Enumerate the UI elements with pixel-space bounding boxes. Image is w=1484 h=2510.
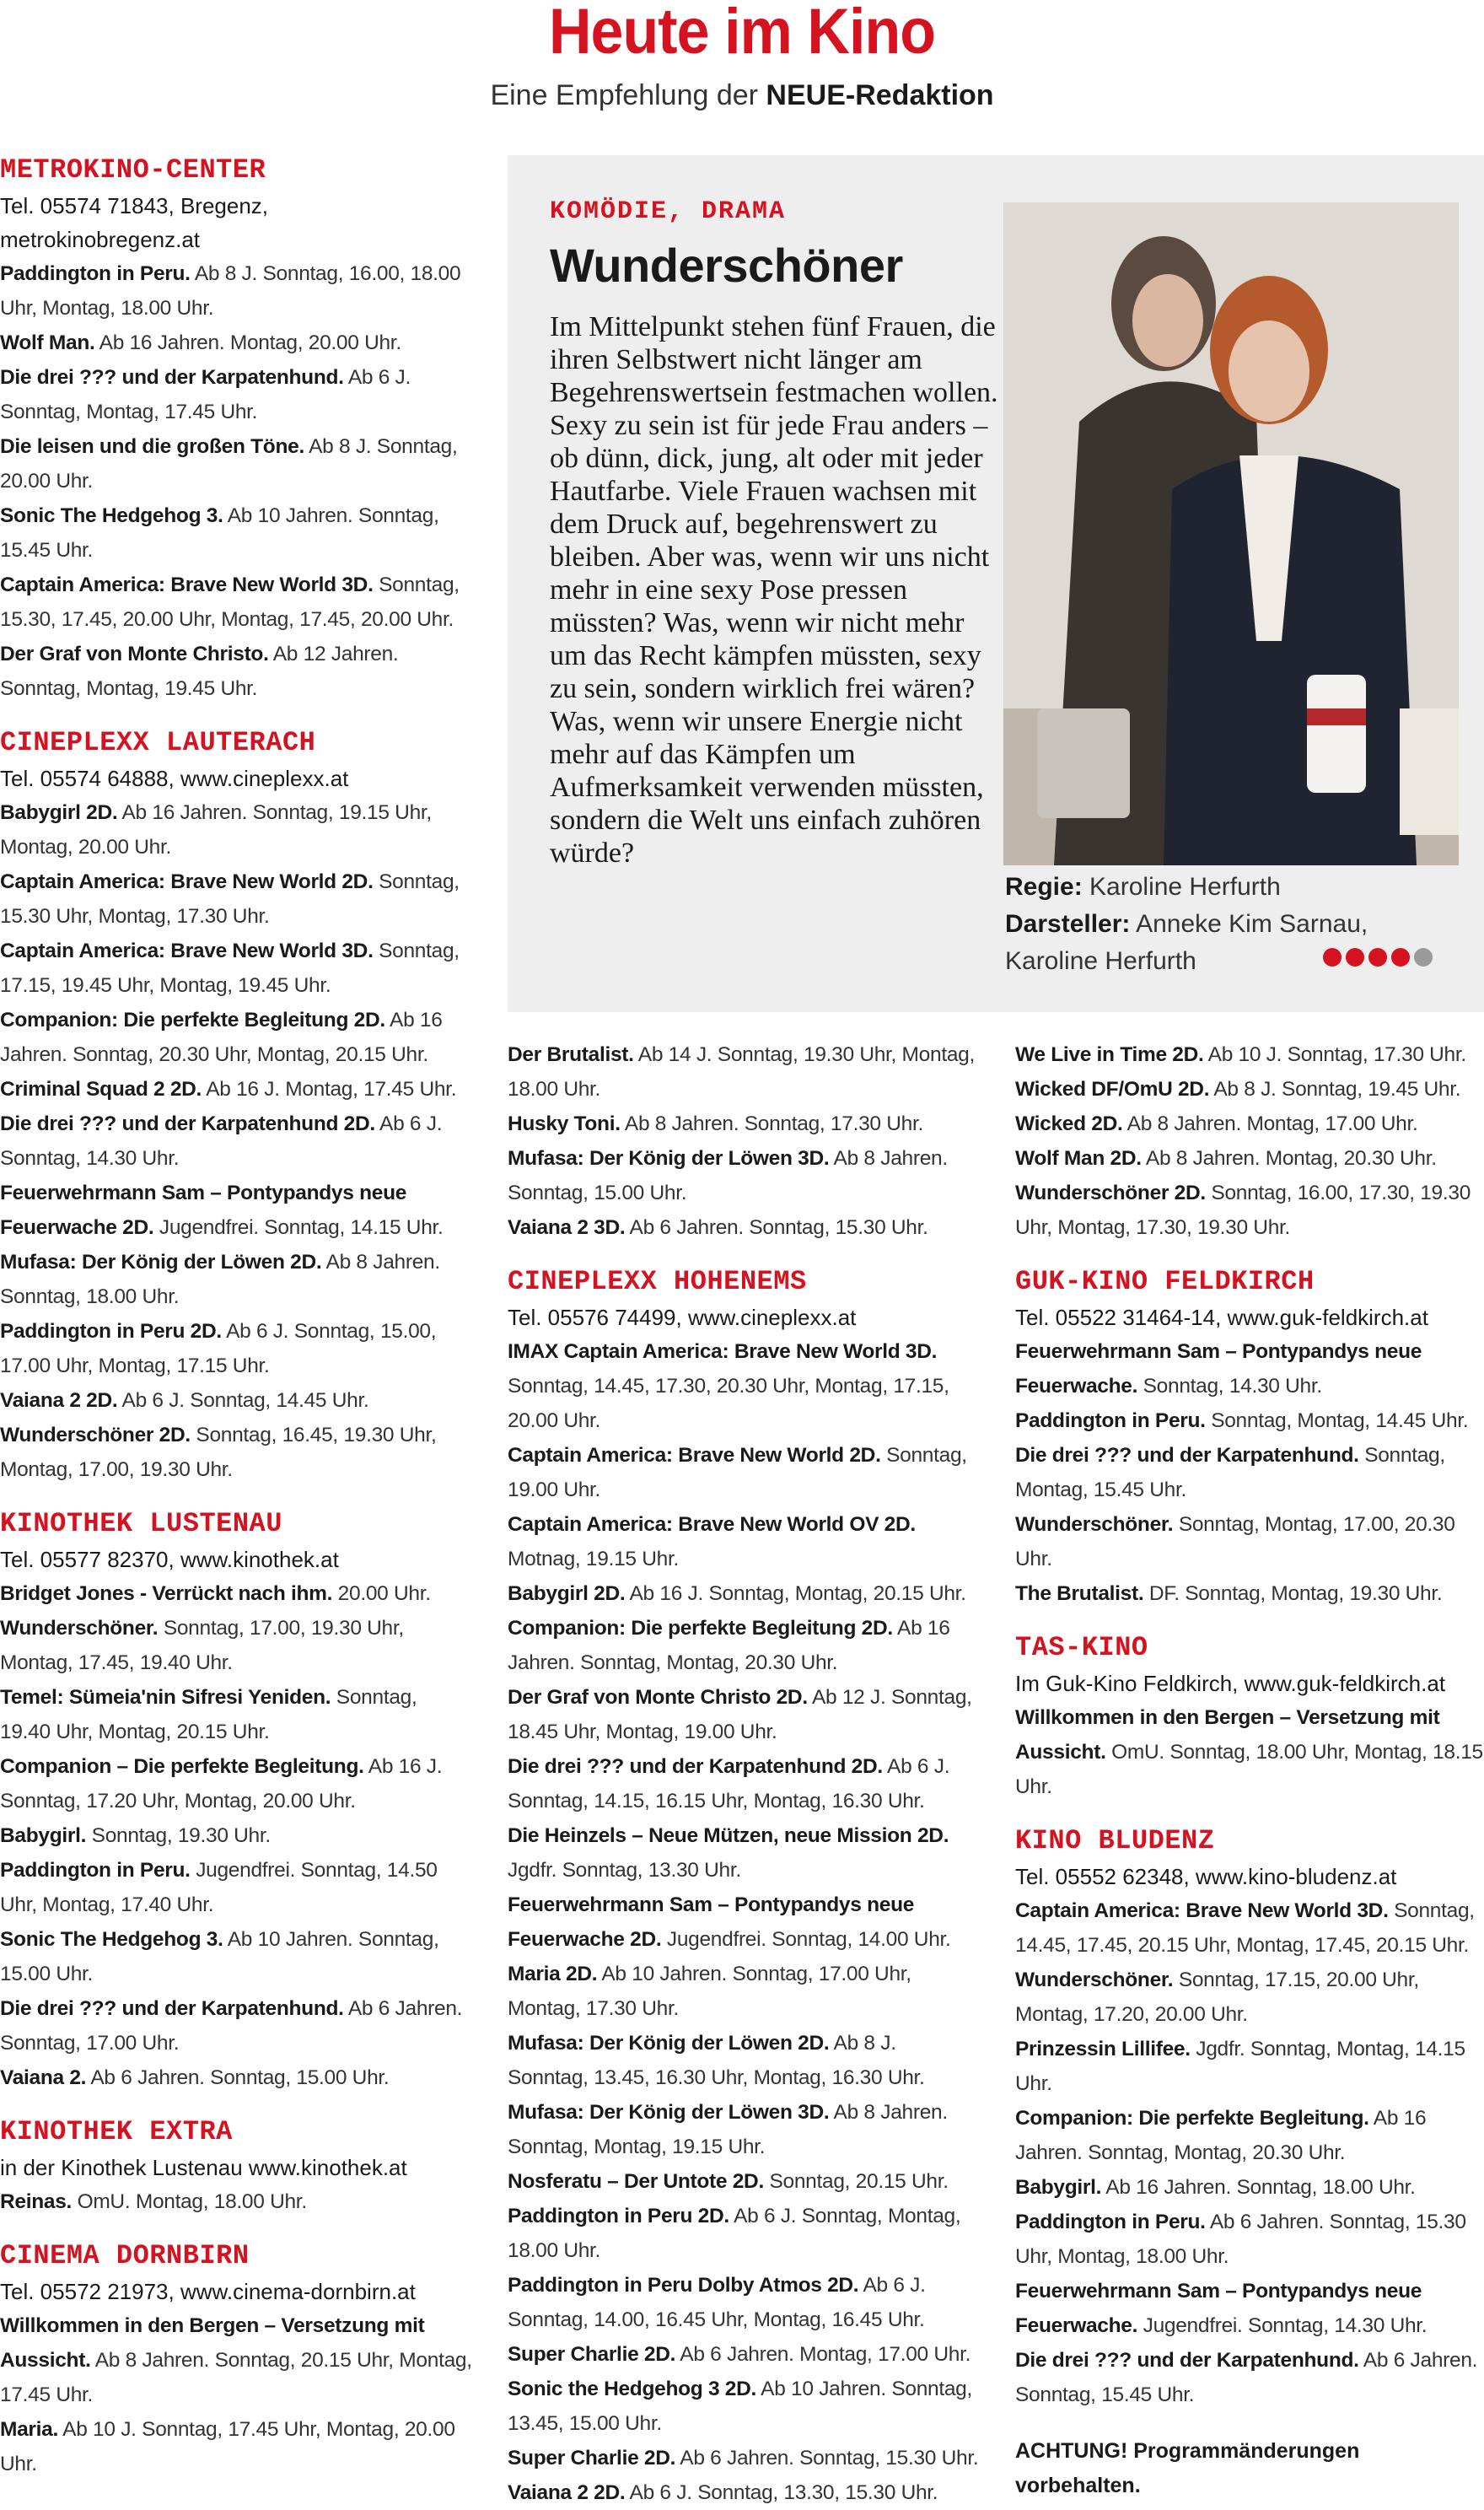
showtime-entry (0, 2308, 472, 2412)
film-details: Ab 6 J. Sonntag, 15.00, 17.00 Uhr, Montag, 17.15 Uhr. (0, 1320, 437, 1377)
film-title: Prinzessin Lillifee. (1015, 2038, 1191, 2060)
showtime-entry (508, 1210, 980, 1245)
rating-dots (1323, 948, 1433, 967)
film-details: Ab 16 Jahren. Sonntag, 19.15 Uhr, Montag, 20.00 Uhr. (0, 801, 432, 859)
film-title: Captain America: Brave New World 2D. (508, 1444, 881, 1467)
showtime-entry (508, 2026, 980, 2095)
film-title: Wunderschöner 2D. (1015, 1182, 1206, 1204)
showtime-entry (1015, 1963, 1484, 2032)
film-details: Ab 16 Jahren. Sonntag, Montag, 20.30 Uhr. (1015, 2107, 1427, 2164)
showtime-entry (508, 1818, 980, 1888)
film-title: Paddington in Peru. (1015, 1409, 1206, 1432)
film-title: Companion: Die perfekte Begleitung 2D. (0, 1009, 385, 1031)
showtime-entry (0, 1922, 472, 1991)
film-details: Jgdfr. Sonntag, 13.30 Uhr. (508, 1859, 741, 1882)
film-details: DF. Sonntag, Montag, 19.30 Uhr. (1143, 1582, 1443, 1605)
film-title: Die drei ??? und der Karpatenhund. (0, 1997, 344, 2020)
showtime-entry (1015, 2274, 1484, 2343)
film-details: Ab 16 Jahren. Sonntag, 18.00 Uhr. (1101, 2176, 1416, 2199)
film-details: Jugendfrei. Sonntag, 14.50 Uhr, Montag, 17.40 Uhr. (0, 1859, 438, 1916)
showtime-entry (0, 429, 472, 498)
film-title: Wicked 2D. (1015, 1112, 1123, 1135)
film-title: Willkommen in den Bergen – Versetzung mit Aussicht. (1015, 1706, 1440, 1764)
showtime-entry (0, 256, 472, 326)
showtime-entry (1015, 1334, 1484, 1403)
film-details: Ab 6 Jahren. Sonntag, 15.00 Uhr. (86, 2066, 390, 2089)
film-title: Nosferatu – Der Untote 2D. (508, 2170, 764, 2193)
showtime-entry (508, 1957, 980, 2026)
credit-director (1005, 869, 1465, 906)
showtime-entry (1015, 1403, 1484, 1438)
showtime-entry (0, 637, 472, 706)
film-title: Babygirl. (0, 1824, 87, 1847)
cinema-contact: in der Kinothek Lustenau www.kinothek.at (0, 2155, 407, 2180)
film-details: Ab 8 Jahren. Montag, 20.30 Uhr. (1141, 1147, 1437, 1170)
film-details: 20.00 Uhr. (332, 1582, 431, 1605)
showtime-entry (0, 864, 472, 934)
film-details: Jugendfrei. Sonntag, 14.00 Uhr. (661, 1928, 951, 1951)
film-details: Sonntag, 20.15 Uhr. (763, 2170, 949, 2193)
showtime-entry (0, 360, 472, 429)
film-title: Bridget Jones - Verrückt nach ihm. (0, 1582, 333, 1605)
film-details: Ab 6 Jahren. Sonntag, 15.30 Uhr. (675, 2447, 979, 2470)
film-title: Die drei ??? und der Karpatenhund. (1015, 1444, 1359, 1467)
film-title: Feuerwehrmann Sam – Pontypandys neue Feuerwache. (1015, 2280, 1422, 2337)
film-details: Ab 12 Jahren. Sonntag, Montag, 19.45 Uhr. (0, 643, 399, 700)
film-details: OmU. Sonntag, 18.00 Uhr, Montag, 18.15 Uhr. (1015, 1741, 1483, 1798)
showtime-entry (0, 2184, 472, 2219)
cinema-block (508, 1263, 980, 2510)
film-details: Sonntag, 14.45, 17.30, 20.30 Uhr, Montag, 17.15, 20.00 Uhr. (508, 1375, 949, 1432)
film-title: Babygirl 2D. (0, 801, 118, 824)
showtime-entry (1015, 1438, 1484, 1507)
film-title: We Live in Time 2D. (1015, 1043, 1204, 1066)
showtime-entry (0, 795, 472, 864)
film-details: Ab 6 J. Sonntag, 14.45 Uhr. (117, 1389, 369, 1412)
cinema-name: CINEMA DORNBIRN (0, 2240, 250, 2271)
film-details: Ab 16 Jahren. Sonntag, Montag, 20.30 Uhr. (508, 1617, 950, 1674)
film-details: Ab 16 J. Sonntag, Montag, 20.15 Uhr. (625, 1582, 966, 1605)
showtime-entry (0, 2412, 472, 2481)
showtime-entry (508, 2199, 980, 2268)
cinema-block (0, 152, 472, 706)
film-title: Vaiana 2 2D. (508, 2481, 626, 2504)
showtime-entry (508, 1611, 980, 1680)
rating-dot-filled (1368, 948, 1387, 967)
page-title: Heute im Kino (548, 0, 936, 67)
showtime-entry (1015, 2032, 1484, 2101)
cinema-name: KINOTHEK EXTRA (0, 2116, 233, 2147)
cinema-contact: Tel. 05574 71843, Bregenz, metrokinobregenz.at (0, 193, 269, 252)
film-title: Super Charlie 2D. (508, 2343, 676, 2366)
showtime-entry (0, 1176, 472, 1245)
subtitle-prefix: Eine Empfehlung der (490, 79, 766, 111)
film-details: Sonntag, 16.00, 17.30, 19.30 Uhr, Montag, 17.30, 19.30 Uhr. (1015, 1182, 1471, 1239)
film-details: Ab 12 J. Sonntag, 18.45 Uhr, Montag, 19.00 Uhr. (508, 1686, 972, 1743)
rating-dot-filled (1323, 948, 1342, 967)
showtime-entry (0, 1611, 472, 1680)
film-still-image (1003, 202, 1459, 865)
showtime-entry (1015, 1576, 1484, 1611)
film-title: Wunderschöner. (0, 1617, 159, 1640)
film-details: Ab 14 J. Sonntag, 19.30 Uhr, Montag, 18.00 Uhr. (508, 1043, 975, 1101)
film-details: Ab 6 Jahren. Sonntag, 17.00 Uhr. (0, 1997, 463, 2055)
film-title: Maria 2D. (508, 1963, 598, 1985)
film-title: Vaiana 2 2D. (0, 1389, 118, 1412)
showtime-entry (508, 1680, 980, 1749)
rating-dot-filled (1391, 948, 1410, 967)
film-title: Feuerwehrmann Sam – Pontypandys neue Feuerwache 2D. (0, 1182, 407, 1239)
film-title: Sonic The Hedgehog 3. (0, 1928, 223, 1951)
film-title: Super Charlie 2D. (508, 2447, 676, 2470)
showtime-entry (0, 1107, 472, 1176)
film-title: Wolf Man. (0, 331, 95, 354)
film-details: Jugendfrei. Sonntag, 14.30 Uhr. (1137, 2314, 1428, 2337)
film-details: Ab 8 Jahren. Sonntag, 20.15 Uhr, Montag, 17.45 Uhr. (0, 2349, 472, 2406)
film-title: Die drei ??? und der Karpatenhund 2D. (0, 1112, 375, 1135)
showtime-entry (508, 2268, 980, 2337)
showtime-entry (0, 1072, 472, 1107)
showtime-entry (0, 1749, 472, 1818)
cinema-name: TAS-KINO (1015, 1632, 1148, 1663)
film-details: Ab 10 Jahren. Sonntag, 15.00 Uhr. (0, 1928, 439, 1985)
film-title: Paddington in Peru 2D. (0, 1320, 222, 1343)
cinema-name: CINEPLEXX HOHENEMS (508, 1266, 807, 1297)
listing-column-1 (0, 152, 472, 2481)
film-title: Wolf Man 2D. (1015, 1147, 1142, 1170)
film-details: Ab 6 J. Sonntag, 13.30, 15.30 Uhr. (625, 2481, 938, 2504)
film-details: Ab 6 Jahren. Sonntag, 15.30 Uhr, Montag, 18.00 Uhr. (1015, 2211, 1466, 2268)
film-title: Wunderschöner 2D. (0, 1424, 191, 1446)
showtime-entry (0, 1576, 472, 1611)
film-title: The Brutalist. (1015, 1582, 1144, 1605)
cinema-contact: Tel. 05576 74499, www.cineplexx.at (508, 1305, 857, 1330)
film-details: Ab 6 Jahren. Montag, 17.00 Uhr. (675, 2343, 971, 2366)
credit-cast (1005, 906, 1465, 980)
film-details: Sonntag, 17.15, 19.45 Uhr, Montag, 19.45 Uhr. (0, 940, 460, 997)
film-title: Die drei ??? und der Karpatenhund 2D. (508, 1755, 883, 1778)
showtime-entry (1015, 1037, 1484, 1072)
film-details: Ab 6 J. Sonntag, 14.30 Uhr. (0, 1112, 443, 1170)
film-title: Der Graf von Monte Christo. (0, 643, 269, 665)
showtime-entry (0, 1853, 472, 1922)
film-details: Sonntag, Montag, 14.45 Uhr. (1205, 1409, 1469, 1432)
film-details: Motnag, 19.15 Uhr. (508, 1548, 679, 1570)
showtime-entry (1015, 1176, 1484, 1245)
showtime-entry (0, 568, 472, 637)
film-title: Der Brutalist. (508, 1043, 634, 1066)
program-change-notice: ACHTUNG! Programmänderungen vorbehalten. (1015, 2439, 1360, 2497)
film-details: Ab 16 J. Sonntag, 17.20 Uhr, Montag, 20.00 Uhr. (0, 1755, 443, 1812)
showtime-entry (0, 326, 472, 360)
showtime-entry (508, 2095, 980, 2164)
film-still-illustration (1003, 202, 1459, 865)
showtime-entry (508, 2441, 980, 2475)
showtime-entry (1015, 1893, 1484, 1963)
showtime-entry (508, 2372, 980, 2441)
film-title: Vaiana 2 3D. (508, 1216, 626, 1239)
showtime-entry (508, 1576, 980, 1611)
showtime-entry (1015, 2205, 1484, 2274)
film-title: Willkommen in den Bergen – Versetzung mit Aussicht. (0, 2314, 425, 2372)
film-details: Jugendfrei. Sonntag, 14.15 Uhr. (153, 1216, 444, 1239)
film-details: Sonntag, 19.40 Uhr, Montag, 20.15 Uhr. (0, 1686, 417, 1743)
cinema-contact: Im Guk-Kino Feldkirch, www.guk-feldkirch.at (1015, 1671, 1446, 1696)
film-title: Temel: Sümeia'nin Sifresi Yeniden. (0, 1686, 331, 1709)
film-details: Ab 8 J. Sonntag, 19.45 Uhr. (1209, 1078, 1461, 1101)
page-subtitle (0, 79, 1484, 112)
film-title: Sonic the Hedgehog 3 2D. (508, 2378, 757, 2400)
film-title: Husky Toni. (508, 1112, 621, 1135)
film-title: Criminal Squad 2 2D. (0, 1078, 202, 1101)
cinema-block (1015, 1629, 1484, 1804)
showtime-entry (508, 1141, 980, 1210)
showtime-entry (508, 2475, 980, 2510)
film-details: Sonntag, 19.00 Uhr. (508, 1444, 967, 1501)
film-details: Sonntag, 15.30, 17.45, 20.00 Uhr, Montag, 17.45, 20.00 Uhr. (0, 574, 460, 631)
cinema-contact: Tel. 05574 64888, www.cineplexx.at (0, 766, 349, 791)
film-details: Ab 6 Jahren. Sonntag, 15.30 Uhr. (625, 1216, 928, 1239)
cinema-contact: Tel. 05522 31464-14, www.guk-feldkirch.at (1015, 1305, 1428, 1330)
film-title: Wunderschöner. (1015, 1969, 1174, 1991)
cinema-block (508, 1037, 980, 1245)
film-title: Paddington in Peru. (1015, 2211, 1206, 2233)
feature-genre: KOMÖDIE, DRAMA (550, 197, 787, 226)
film-details: Sonntag, 14.45, 17.45, 20.15 Uhr, Montag, 17.45, 20.15 Uhr. (1015, 1899, 1475, 1957)
film-details: Ab 6 J. Sonntag, 14.00, 16.45 Uhr, Montag, 16.45 Uhr. (508, 2274, 926, 2331)
film-details: Sonntag, 17.00, 19.30 Uhr, Montag, 17.45, 19.40 Uhr. (0, 1617, 404, 1674)
showtime-entry (508, 1334, 980, 1438)
showtime-entry (508, 1749, 980, 1818)
film-details: Ab 8 Jahren. Sonntag, Montag, 19.15 Uhr. (508, 2101, 948, 2158)
showtime-entry (0, 498, 472, 568)
showtime-entry (1015, 2170, 1484, 2205)
showtime-entry (1015, 2343, 1484, 2412)
cinema-contact: Tel. 05572 21973, www.cinema-dornbirn.at (0, 2279, 416, 2304)
film-title: Companion: Die perfekte Begleitung 2D. (508, 1617, 893, 1640)
film-details: Ab 10 J. Sonntag, 17.45 Uhr, Montag, 20.00 Uhr. (0, 2418, 455, 2475)
film-title: Die drei ??? und der Karpatenhund. (1015, 2349, 1359, 2372)
film-title: Vaiana 2. (0, 2066, 87, 2089)
film-title: Paddington in Peru 2D. (508, 2205, 729, 2227)
showtime-entry (0, 1418, 472, 1487)
film-title: Die Heinzels – Neue Mützen, neue Mission 2D. (508, 1824, 949, 1847)
cast-label: Darsteller: (1005, 910, 1131, 938)
showtime-entry (508, 1888, 980, 1957)
cinema-name: CINEPLEXX LAUTERACH (0, 727, 316, 758)
cinema-block (1015, 1037, 1484, 1245)
cinema-block (1015, 1823, 1484, 2412)
film-details: Ab 16 J. Montag, 17.45 Uhr. (202, 1078, 457, 1101)
film-details: OmU. Montag, 18.00 Uhr. (72, 2190, 307, 2213)
film-title: Die leisen und die großen Töne. (0, 435, 304, 458)
showtime-entry (508, 1438, 980, 1507)
film-title: Captain America: Brave New World 2D. (0, 870, 374, 893)
feature-body: Im Mittelpunkt stehen fünf Frauen, die ihren Selbstwert nicht länger am Begehrenswertsein festmachen wollen. Sexy zu sein ist für jede Frau anders – ob dünn, dick, jung, alt oder mit jeder Hautfarbe. Viele Frauen wachsen mit dem Druck auf, begehrenswert zu bleiben. Aber was, wenn wir uns nicht mehr in eine sexy Pose pressen müssten? Was, wenn wir nicht mehr um das Recht kämpfen müssten, sexy zu sein, sondern wirklich frei wären? Was, wenn wir unsere Energie nicht mehr auf das Kämpfen um Aufmerksamkeit verwenden müssten, sondern die Welt uns einfach zuhören würde? (550, 311, 998, 869)
cinema-contact: Tel. 05577 82370, www.kinothek.at (0, 1547, 339, 1572)
listing-column-3 (1015, 1037, 1484, 2503)
rating-dot-empty (1414, 948, 1433, 967)
showtime-entry (0, 1003, 472, 1072)
film-title: Feuerwehrmann Sam – Pontypandys neue Feuerwache. (1015, 1340, 1422, 1398)
showtime-entry (0, 1680, 472, 1749)
film-details: Ab 8 J. Sonntag, 16.00, 18.00 Uhr, Montag, 18.00 Uhr. (0, 262, 461, 320)
feature-box (508, 155, 1484, 1012)
film-details: Ab 16 Jahren. Montag, 20.00 Uhr. (94, 331, 401, 354)
showtime-entry (1015, 1700, 1484, 1804)
cinema-block (0, 1505, 472, 2095)
film-title: Mufasa: Der König der Löwen 3D. (508, 2101, 830, 2124)
listing-column-2 (508, 1037, 980, 2510)
film-title: Mufasa: Der König der Löwen 2D. (508, 2032, 830, 2055)
film-details: Ab 8 J. Sonntag, 13.45, 16.30 Uhr, Montag, 16.30 Uhr. (508, 2032, 925, 2089)
film-title: Paddington in Peru. (0, 262, 191, 285)
film-details: Ab 8 J. Sonntag, 20.00 Uhr. (0, 435, 458, 493)
film-title: Die drei ??? und der Karpatenhund. (0, 366, 344, 389)
film-title: Babygirl. (1015, 2176, 1102, 2199)
cast-names: Anneke Kim Sarnau, Karoline Herfurth (1005, 910, 1368, 975)
film-title: Wunderschöner. (1015, 1513, 1174, 1536)
film-details: Ab 8 Jahren. Sonntag, 17.30 Uhr. (620, 1112, 923, 1135)
film-details: Ab 10 J. Sonntag, 17.30 Uhr. (1203, 1043, 1466, 1066)
film-title: IMAX Captain America: Brave New World 3D. (508, 1340, 938, 1363)
film-details: Ab 6 J. Sonntag, Montag, 17.45 Uhr. (0, 366, 411, 423)
showtime-entry (508, 1107, 980, 1141)
film-title: Companion – Die perfekte Begleitung. (0, 1755, 364, 1778)
film-details: Sonntag, Montag, 15.45 Uhr. (1015, 1444, 1445, 1501)
film-title: Feuerwehrmann Sam – Pontypandys neue Feuerwache 2D. (508, 1893, 915, 1951)
showtime-entry (0, 1383, 472, 1418)
film-title: Captain America: Brave New World OV 2D. (508, 1513, 916, 1536)
showtime-entry (1015, 1141, 1484, 1176)
film-title: Der Graf von Monte Christo 2D. (508, 1686, 808, 1709)
cinema-block (0, 2114, 472, 2219)
feature-title: Wunderschöner (550, 239, 903, 292)
film-title: Babygirl 2D. (508, 1582, 626, 1605)
film-details: Sonntag, Montag, 17.00, 20.30 Uhr. (1015, 1513, 1455, 1570)
showtime-entry (1015, 1072, 1484, 1107)
film-title: Captain America: Brave New World 3D. (0, 574, 374, 596)
film-details: Sonntag, 17.15, 20.00 Uhr, Montag, 17.20, 20.00 Uhr. (1015, 1969, 1419, 2026)
showtime-entry (1015, 1507, 1484, 1576)
film-title: Paddington in Peru Dolby Atmos 2D. (508, 2274, 859, 2297)
showtime-entry (0, 1991, 472, 2060)
film-details: Jgdfr. Sonntag, Montag, 14.15 Uhr. (1015, 2038, 1465, 2095)
cinema-name: METROKINO-CENTER (0, 154, 266, 186)
cinema-block (0, 724, 472, 1487)
film-details: Ab 6 J. Sonntag, 14.15, 16.15 Uhr, Montag, 16.30 Uhr. (508, 1755, 950, 1812)
film-title: Maria. (0, 2418, 59, 2441)
film-title: Paddington in Peru. (0, 1859, 191, 1882)
film-details: Sonntag, 16.45, 19.30 Uhr, Montag, 17.00, 19.30 Uhr. (0, 1424, 437, 1481)
film-details: Sonntag, 14.30 Uhr. (1137, 1375, 1322, 1398)
showtime-entry (508, 1507, 980, 1576)
film-details: Ab 10 Jahren. Sonntag, 15.45 Uhr. (0, 504, 439, 562)
film-details: Ab 6 J. Sonntag, Montag, 18.00 Uhr. (508, 2205, 961, 2262)
film-details: Ab 10 Jahren. Sonntag, 13.45, 15.00 Uhr. (508, 2378, 973, 2435)
film-details: Sonntag, 15.30 Uhr, Montag, 17.30 Uhr. (0, 870, 460, 928)
film-details: Ab 10 Jahren. Sonntag, 17.00 Uhr, Montag, 17.30 Uhr. (508, 1963, 911, 2020)
showtime-entry (0, 934, 472, 1003)
film-title: Reinas. (0, 2190, 73, 2213)
showtime-entry (1015, 2101, 1484, 2170)
film-title: Wicked DF/OmU 2D. (1015, 1078, 1210, 1101)
showtime-entry (0, 1314, 472, 1383)
subtitle-brand: NEUE-Redaktion (766, 79, 994, 111)
film-title: Mufasa: Der König der Löwen 2D. (0, 1251, 322, 1274)
showtime-entry (508, 2337, 980, 2372)
showtime-entry (508, 2164, 980, 2199)
cinema-name: KINO BLUDENZ (1015, 1825, 1215, 1856)
director-name: Karoline Herfurth (1089, 873, 1281, 901)
film-title: Captain America: Brave New World 3D. (0, 940, 374, 962)
showtime-entry (0, 2060, 472, 2095)
showtime-entry (1015, 1107, 1484, 1141)
film-details: Ab 8 Jahren. Sonntag, 15.00 Uhr. (508, 1147, 948, 1204)
cinema-name: GUK-KINO FELDKIRCH (1015, 1266, 1315, 1297)
showtime-entry (0, 1818, 472, 1853)
film-title: Mufasa: Der König der Löwen 3D. (508, 1147, 830, 1170)
rating-dot-filled (1346, 948, 1364, 967)
film-title: Sonic The Hedgehog 3. (0, 504, 223, 527)
film-details: Ab 8 Jahren. Sonntag, 18.00 Uhr. (0, 1251, 440, 1308)
film-details: Ab 16 Jahren. Sonntag, 20.30 Uhr, Montag, 20.15 Uhr. (0, 1009, 443, 1066)
showtime-entry (508, 1037, 980, 1107)
film-details: Sonntag, 19.30 Uhr. (86, 1824, 271, 1847)
director-label: Regie: (1005, 873, 1083, 901)
cinema-name: KINOTHEK LUSTENAU (0, 1508, 282, 1539)
film-title: Companion: Die perfekte Begleitung. (1015, 2107, 1369, 2130)
film-details: Ab 8 Jahren. Montag, 17.00 Uhr. (1122, 1112, 1418, 1135)
film-title: Captain America: Brave New World 3D. (1015, 1899, 1389, 1922)
film-details: Ab 6 Jahren. Sonntag, 15.45 Uhr. (1015, 2349, 1478, 2406)
cinema-block (0, 2238, 472, 2481)
showtime-entry (0, 1245, 472, 1314)
cinema-contact: Tel. 05552 62348, www.kino-bludenz.at (1015, 1864, 1397, 1889)
cinema-block (1015, 1263, 1484, 1611)
